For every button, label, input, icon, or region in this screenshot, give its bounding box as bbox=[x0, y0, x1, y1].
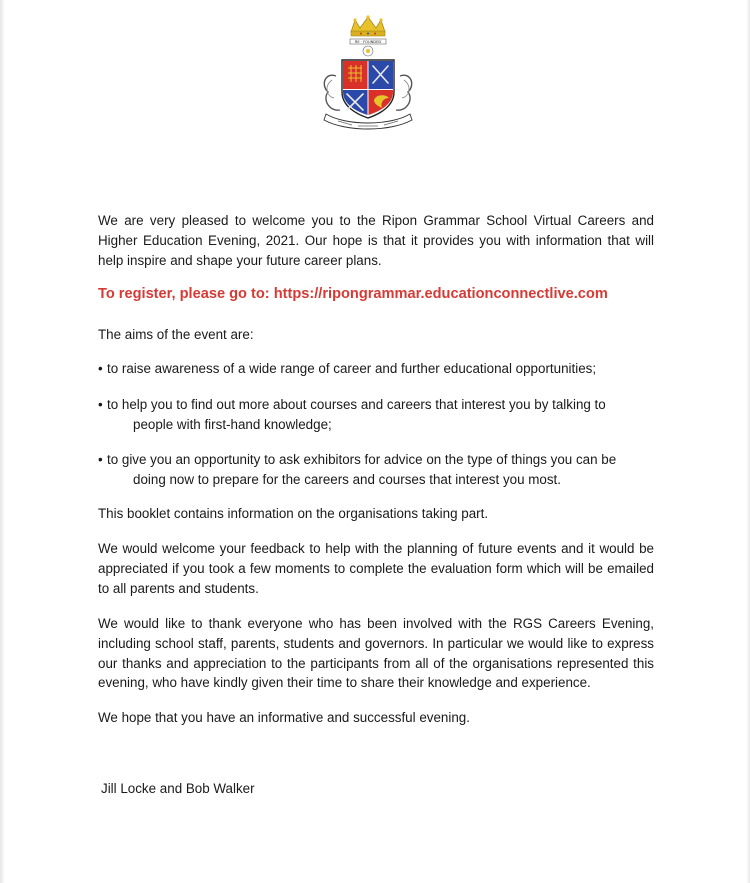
school-crest-icon bbox=[306, 14, 430, 138]
aim-bullet-3-continuation: doing now to prepare for the careers and courses that interest you most. bbox=[133, 471, 561, 487]
intro-paragraph: We are very pleased to welcome you to the Ripon Grammar School Virtual Careers and Higher Education Evening, 2021. Our hope is that it provides you with information that will help inspire and shape your future career plans. bbox=[98, 213, 654, 268]
signature: Jill Locke and Bob Walker bbox=[101, 781, 255, 796]
page-edge-right bbox=[746, 0, 750, 883]
aim-bullet-3 bbox=[98, 450, 654, 490]
aim-bullet-3-text: to give you an opportunity to ask exhibitors for advice on the type of things you can be bbox=[107, 452, 617, 467]
crest-motto-top: RE · FOUNDED bbox=[354, 40, 382, 44]
closing-paragraph: We hope that you have an informative and successful evening. bbox=[98, 710, 470, 725]
page-edge-left bbox=[0, 0, 5, 883]
aim-bullet-2-continuation: people with first-hand knowledge; bbox=[133, 416, 332, 432]
register-link[interactable]: To register, please go to: https://ripongrammar.educationconnectlive.com bbox=[98, 286, 608, 302]
aims-heading: The aims of the event are: bbox=[98, 327, 254, 342]
booklet-paragraph: This booklet contains information on the organisations taking part. bbox=[98, 506, 489, 521]
feedback-paragraph: We would welcome your feedback to help with the planning of future events and it would be appreciated if you took a few moments to complete the evaluation form which will be emailed to all parents and students. bbox=[98, 541, 654, 596]
bullet-icon: • bbox=[98, 397, 103, 412]
aim-bullet-2-text: to help you to find out more about courses and careers that interest you by talking to bbox=[107, 397, 606, 412]
thanks-paragraph: We would like to thank everyone who has been involved with the RGS Careers Evening, including school staff, parents, students and governors. In particular we would like to express our thanks and appreciation to the participants from all of the organisations represented this evening, who have kindly given their time to share their knowledge and experience. bbox=[98, 616, 654, 691]
aim-bullet-1 bbox=[98, 359, 654, 379]
bullet-icon: • bbox=[98, 452, 103, 467]
crown-icon bbox=[351, 15, 385, 36]
bullet-icon: • bbox=[98, 361, 103, 376]
aim-bullet-1-text: to raise awareness of a wide range of career and further educational opportunities; bbox=[107, 361, 597, 376]
aim-bullet-2 bbox=[98, 395, 654, 435]
